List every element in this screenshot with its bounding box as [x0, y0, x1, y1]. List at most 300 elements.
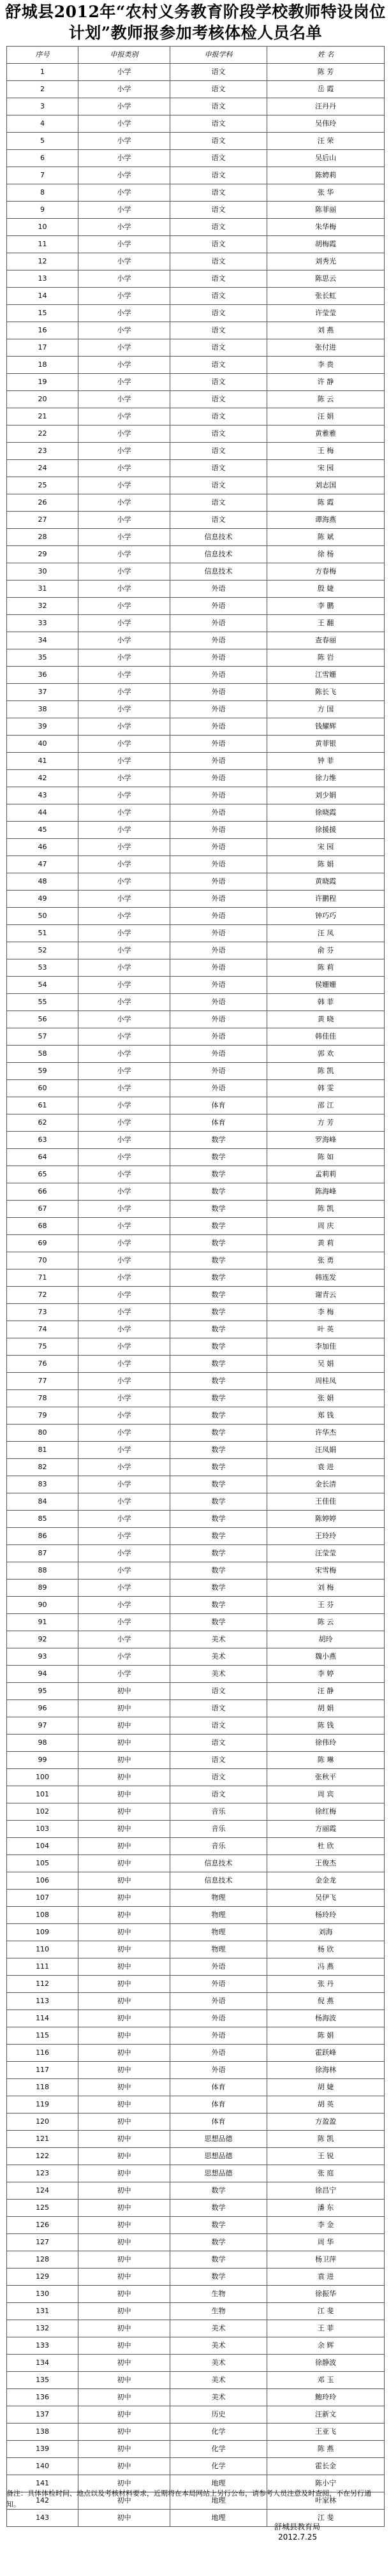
row-name: 吴 娟: [267, 1356, 385, 1373]
header-category: 申报类别: [78, 47, 170, 64]
table-row: [7, 288, 385, 305]
row-seq: 132: [7, 2320, 78, 2337]
row-subject: 外语: [170, 908, 267, 925]
row-subject: 美术: [170, 2355, 267, 2372]
row-subject: 数学: [170, 1562, 267, 1580]
row-category: 小学: [78, 1493, 170, 1511]
row-subject: 物理: [170, 1907, 267, 1924]
row-seq: 46: [7, 839, 78, 856]
table-row: [7, 1545, 385, 1562]
row-seq: 111: [7, 1958, 78, 1976]
table-row: [7, 2372, 385, 2389]
row-seq: 138: [7, 2424, 78, 2441]
row-category: 小学: [78, 873, 170, 891]
row-subject: 外语: [170, 753, 267, 770]
row-name: 宋 园: [267, 839, 385, 856]
row-name: 周 华: [267, 2234, 385, 2251]
row-name: 徐晓霞: [267, 804, 385, 822]
row-seq: 95: [7, 1683, 78, 1700]
row-subject: 外语: [170, 598, 267, 615]
table-row: [7, 426, 385, 443]
table-row: [7, 873, 385, 891]
row-seq: 82: [7, 1459, 78, 1476]
row-category: 小学: [78, 684, 170, 701]
table-row: [7, 804, 385, 822]
row-category: 初中: [78, 2096, 170, 2113]
table-row: [7, 2441, 385, 2458]
row-category: 小学: [78, 1476, 170, 1493]
row-name: 汪凤娟: [267, 1442, 385, 1459]
row-subject: 外语: [170, 787, 267, 804]
row-name: 徐力维: [267, 770, 385, 787]
row-name: 陈 凯: [267, 1063, 385, 1080]
table-row: [7, 1528, 385, 1545]
row-seq: 55: [7, 994, 78, 1011]
row-seq: 52: [7, 942, 78, 959]
row-seq: 65: [7, 1166, 78, 1183]
row-seq: 134: [7, 2355, 78, 2372]
row-seq: 14: [7, 288, 78, 305]
row-seq: 21: [7, 408, 78, 426]
row-name: 陈 琳: [267, 1752, 385, 1769]
row-category: 初中: [78, 2510, 170, 2527]
table-row: [7, 98, 385, 115]
row-subject: 数学: [170, 1580, 267, 1597]
row-category: 小学: [78, 270, 170, 288]
row-seq: 37: [7, 684, 78, 701]
row-name: 陈长飞: [267, 684, 385, 701]
row-category: 小学: [78, 908, 170, 925]
row-seq: 142: [7, 2492, 78, 2510]
row-name: 王 锐: [267, 2148, 385, 2165]
row-category: 小学: [78, 150, 170, 167]
row-category: 小学: [78, 426, 170, 443]
table-row: [7, 615, 385, 632]
table-row: [7, 443, 385, 460]
row-subject: 数学: [170, 1149, 267, 1166]
row-name: 周桂凤: [267, 1373, 385, 1390]
row-subject: 体育: [170, 2096, 267, 2113]
table-row: [7, 977, 385, 994]
row-seq: 16: [7, 322, 78, 339]
row-name: 邵 江: [267, 1097, 385, 1114]
row-seq: 33: [7, 615, 78, 632]
row-name: 刘 燕: [267, 322, 385, 339]
row-name: 李 贵: [267, 357, 385, 374]
row-seq: 47: [7, 856, 78, 873]
row-subject: 外语: [170, 959, 267, 977]
row-subject: 美术: [170, 2389, 267, 2406]
row-subject: 化学: [170, 2424, 267, 2441]
footnote: 备注：具体体检时间、地点以及考核材料要求，近期将在本局网站上另行公布，请参考人员注意及时查阅，不在另行通知。: [6, 2489, 371, 2508]
row-category: 初中: [78, 2113, 170, 2131]
table-row: [7, 632, 385, 649]
row-subject: 外语: [170, 770, 267, 787]
row-subject: 数学: [170, 2182, 267, 2200]
row-name: 许莹莹: [267, 305, 385, 322]
table-row: [7, 942, 385, 959]
row-category: 小学: [78, 1545, 170, 1562]
row-subject: 数学: [170, 1235, 267, 1252]
row-subject: 生物: [170, 2303, 267, 2320]
row-seq: 1: [7, 64, 78, 81]
table-row: [7, 1425, 385, 1442]
table-row: [7, 2131, 385, 2148]
row-subject: 体育: [170, 1097, 267, 1114]
row-name: 叶 英: [267, 1321, 385, 1338]
table-row: [7, 1683, 385, 1700]
row-seq: 103: [7, 1821, 78, 1838]
table-row: [7, 1493, 385, 1511]
row-category: 小学: [78, 1338, 170, 1356]
row-subject: 外语: [170, 736, 267, 753]
table-row: [7, 305, 385, 322]
table-row: [7, 925, 385, 942]
table-row: [7, 1752, 385, 1769]
row-name: 张长虹: [267, 288, 385, 305]
row-subject: 数学: [170, 1201, 267, 1218]
row-name: 韩 菲: [267, 994, 385, 1011]
row-category: 小学: [78, 667, 170, 684]
table-row: [7, 512, 385, 529]
row-name: 汪 静: [267, 1683, 385, 1700]
row-name: 汪新文: [267, 2406, 385, 2424]
row-name: 霍长金: [267, 2458, 385, 2475]
table-row: [7, 563, 385, 581]
row-name: 郭 欢: [267, 1046, 385, 1063]
table-row: [7, 1717, 385, 1735]
row-name: 李加佳: [267, 1338, 385, 1356]
row-name: 王佳佳: [267, 1493, 385, 1511]
row-name: 黄晓霞: [267, 873, 385, 891]
row-subject: 数学: [170, 1511, 267, 1528]
row-subject: 外语: [170, 856, 267, 873]
row-seq: 18: [7, 357, 78, 374]
row-name: 陈 霞: [267, 494, 385, 512]
table-row: [7, 1097, 385, 1114]
row-name: 徐 杨: [267, 546, 385, 563]
row-category: 初中: [78, 1769, 170, 1786]
row-name: 陈 云: [267, 1614, 385, 1631]
table-row: [7, 529, 385, 546]
row-seq: 9: [7, 202, 78, 219]
row-name: 黄 莉: [267, 1235, 385, 1252]
row-name: 方 芳: [267, 1114, 385, 1132]
row-subject: 语文: [170, 98, 267, 115]
row-category: 小学: [78, 1390, 170, 1407]
row-category: 小学: [78, 753, 170, 770]
table-row: [7, 219, 385, 236]
row-subject: 语文: [170, 460, 267, 477]
table-row: [7, 684, 385, 701]
table-row: [7, 839, 385, 856]
row-category: 小学: [78, 804, 170, 822]
row-seq: 64: [7, 1149, 78, 1166]
row-name: 江雪姗: [267, 667, 385, 684]
row-subject: 数学: [170, 1304, 267, 1321]
row-subject: 外语: [170, 718, 267, 736]
row-name: 徐昌宁: [267, 2182, 385, 2200]
row-category: 初中: [78, 2027, 170, 2045]
row-name: 方丽霞: [267, 1821, 385, 1838]
row-name: 许鹏程: [267, 891, 385, 908]
table-row: [7, 1993, 385, 2010]
row-seq: 90: [7, 1597, 78, 1614]
page-title: 舒城县2012年“农村义务教育阶段学校教师特设岗位计划”教师报参加考核体检人员名单: [5, 3, 386, 42]
row-name: 徐红梅: [267, 1803, 385, 1821]
row-seq: 12: [7, 253, 78, 270]
row-subject: 思想品德: [170, 2148, 267, 2165]
row-name: 钟 菲: [267, 753, 385, 770]
table-row: [7, 460, 385, 477]
row-subject: 数学: [170, 2217, 267, 2234]
table-row: [7, 115, 385, 133]
row-category: 初中: [78, 2269, 170, 2286]
table-row: [7, 753, 385, 770]
row-subject: 体育: [170, 1114, 267, 1132]
row-subject: 外语: [170, 977, 267, 994]
row-category: 小学: [78, 494, 170, 512]
row-category: 小学: [78, 305, 170, 322]
table-row: [7, 2424, 385, 2441]
row-seq: 126: [7, 2217, 78, 2234]
row-subject: 数学: [170, 1545, 267, 1562]
row-category: 初中: [78, 2303, 170, 2320]
row-subject: 外语: [170, 1993, 267, 2010]
row-category: 小学: [78, 563, 170, 581]
row-name: 张 丹: [267, 1976, 385, 1993]
table-row: [7, 1338, 385, 1356]
row-category: 小学: [78, 649, 170, 667]
roster-table: [6, 46, 385, 2527]
row-seq: 88: [7, 1562, 78, 1580]
row-name: 金长清: [267, 1476, 385, 1493]
row-subject: 语文: [170, 426, 267, 443]
table-row: [7, 1700, 385, 1717]
row-name: 张付进: [267, 339, 385, 357]
row-seq: 49: [7, 891, 78, 908]
table-row: [7, 1063, 385, 1080]
row-seq: 93: [7, 1648, 78, 1666]
row-category: 小学: [78, 891, 170, 908]
row-name: 陈婷婷: [267, 1511, 385, 1528]
row-subject: 语文: [170, 374, 267, 391]
table-row: [7, 1321, 385, 1338]
row-name: 张 勇: [267, 1252, 385, 1269]
row-subject: 语文: [170, 1786, 267, 1803]
row-seq: 41: [7, 753, 78, 770]
table-row: [7, 1597, 385, 1614]
row-category: 初中: [78, 2062, 170, 2079]
row-subject: 数学: [170, 1528, 267, 1545]
row-category: 小学: [78, 701, 170, 718]
row-seq: 137: [7, 2406, 78, 2424]
table-row: [7, 1803, 385, 1821]
row-name: 陈海峰: [267, 1183, 385, 1201]
table-row: [7, 1976, 385, 1993]
row-seq: 36: [7, 667, 78, 684]
row-seq: 23: [7, 443, 78, 460]
table-row: [7, 787, 385, 804]
row-name: 罗海峰: [267, 1132, 385, 1149]
row-category: 小学: [78, 1269, 170, 1287]
table-row: [7, 1958, 385, 1976]
row-subject: 信息技术: [170, 1855, 267, 1872]
table-row: [7, 2027, 385, 2045]
table-row: [7, 1201, 385, 1218]
table-row: [7, 1252, 385, 1269]
row-category: 初中: [78, 2165, 170, 2182]
table-row: [7, 1821, 385, 1838]
row-name: 徐振华: [267, 2286, 385, 2303]
row-category: 初中: [78, 2045, 170, 2062]
row-name: 杨 欣: [267, 1941, 385, 1958]
row-name: 胡 英: [267, 2096, 385, 2113]
table-row: [7, 2079, 385, 2096]
row-seq: 75: [7, 1338, 78, 1356]
row-name: 魏小燕: [267, 1648, 385, 1666]
row-seq: 127: [7, 2234, 78, 2251]
row-seq: 56: [7, 1011, 78, 1028]
row-seq: 119: [7, 2096, 78, 2113]
table-row: [7, 2355, 385, 2372]
row-seq: 122: [7, 2148, 78, 2165]
row-category: 初中: [78, 1803, 170, 1821]
row-name: 汪 荣: [267, 133, 385, 150]
row-category: 小学: [78, 994, 170, 1011]
row-category: 初中: [78, 2131, 170, 2148]
row-name: 方 国: [267, 701, 385, 718]
row-category: 小学: [78, 391, 170, 408]
row-seq: 62: [7, 1114, 78, 1132]
row-category: 初中: [78, 2200, 170, 2217]
table-row: [7, 1580, 385, 1597]
row-subject: 生物: [170, 2286, 267, 2303]
table-row: [7, 2389, 385, 2406]
table-row: [7, 374, 385, 391]
row-seq: 34: [7, 632, 78, 649]
row-category: 小学: [78, 1459, 170, 1476]
row-subject: 美术: [170, 2320, 267, 2337]
row-subject: 信息技术: [170, 529, 267, 546]
row-subject: 语文: [170, 184, 267, 202]
row-seq: 68: [7, 1218, 78, 1235]
row-subject: 外语: [170, 1028, 267, 1046]
row-category: 小学: [78, 977, 170, 994]
row-subject: 数学: [170, 1269, 267, 1287]
row-subject: 历史: [170, 2406, 267, 2424]
table-row: [7, 1028, 385, 1046]
row-name: 王玲玲: [267, 1528, 385, 1545]
row-seq: 7: [7, 167, 78, 184]
table-row: [7, 2303, 385, 2320]
row-subject: 数学: [170, 1459, 267, 1476]
row-seq: 139: [7, 2441, 78, 2458]
row-subject: 体育: [170, 2079, 267, 2096]
row-name: 黄雅雅: [267, 426, 385, 443]
row-subject: 地理: [170, 2510, 267, 2527]
row-seq: 58: [7, 1046, 78, 1063]
row-category: 小学: [78, 1235, 170, 1252]
table-row: [7, 770, 385, 787]
row-seq: 112: [7, 1976, 78, 1993]
row-name: 陈 斌: [267, 529, 385, 546]
row-name: 李 婷: [267, 1666, 385, 1683]
row-category: 小学: [78, 1356, 170, 1373]
table-row: [7, 718, 385, 736]
row-seq: 38: [7, 701, 78, 718]
row-name: 许 静: [267, 374, 385, 391]
row-seq: 74: [7, 1321, 78, 1338]
table-row: [7, 1872, 385, 1890]
row-subject: 语文: [170, 288, 267, 305]
row-seq: 11: [7, 236, 78, 253]
table-row: [7, 908, 385, 925]
table-row: [7, 270, 385, 288]
row-subject: 语文: [170, 443, 267, 460]
row-name: 胡 娟: [267, 1700, 385, 1717]
row-seq: 94: [7, 1666, 78, 1683]
row-seq: 60: [7, 1080, 78, 1097]
row-seq: 108: [7, 1907, 78, 1924]
row-category: 小学: [78, 718, 170, 736]
row-name: 叶家林: [267, 2492, 385, 2510]
table-row: [7, 856, 385, 873]
table-row: [7, 494, 385, 512]
row-category: 小学: [78, 1321, 170, 1338]
row-seq: 51: [7, 925, 78, 942]
row-name: 徐援援: [267, 822, 385, 839]
table-row: [7, 1476, 385, 1493]
row-subject: 数学: [170, 1321, 267, 1338]
row-name: 陈 凯: [267, 2131, 385, 2148]
row-category: 小学: [78, 1046, 170, 1063]
row-subject: 数学: [170, 2234, 267, 2251]
table-row: [7, 391, 385, 408]
row-name: 冯 燕: [267, 1958, 385, 1976]
row-seq: 24: [7, 460, 78, 477]
row-seq: 129: [7, 2269, 78, 2286]
row-category: 小学: [78, 1442, 170, 1459]
row-subject: 外语: [170, 1976, 267, 1993]
table-row: [7, 1356, 385, 1373]
row-name: 张 娟: [267, 1390, 385, 1407]
row-seq: 141: [7, 2475, 78, 2492]
row-category: 小学: [78, 1114, 170, 1132]
row-subject: 美术: [170, 1648, 267, 1666]
row-seq: 105: [7, 1855, 78, 1872]
row-seq: 22: [7, 426, 78, 443]
table-row: [7, 2406, 385, 2424]
row-category: 初中: [78, 1941, 170, 1958]
row-seq: 125: [7, 2200, 78, 2217]
row-category: 初中: [78, 2148, 170, 2165]
row-name: 杨玲玲: [267, 1907, 385, 1924]
table-row: [7, 1735, 385, 1752]
row-name: 刘海: [267, 1924, 385, 1941]
row-category: 小学: [78, 1218, 170, 1235]
row-category: 初中: [78, 1821, 170, 1838]
row-subject: 数学: [170, 1132, 267, 1149]
row-seq: 117: [7, 2062, 78, 2079]
row-subject: 外语: [170, 1011, 267, 1028]
row-seq: 17: [7, 339, 78, 357]
row-name: 杜 欣: [267, 1838, 385, 1855]
row-subject: 数学: [170, 1597, 267, 1614]
row-subject: 语文: [170, 1735, 267, 1752]
table-row: [7, 1941, 385, 1958]
row-subject: 外语: [170, 2062, 267, 2079]
